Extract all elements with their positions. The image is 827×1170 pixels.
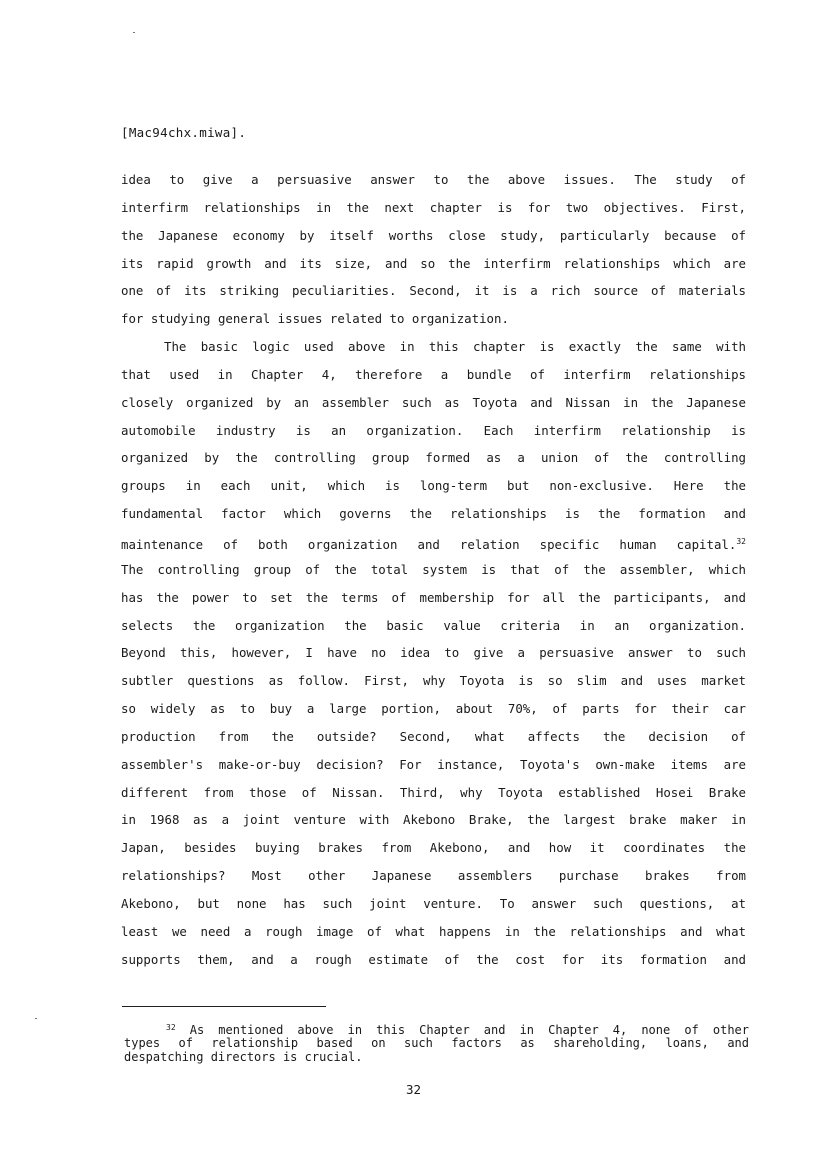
- text-line: assembler's make-or-buy decision? For instance, Toyota's own-make items are: [121, 756, 746, 772]
- text-line: maintenance of both organization and relation specific human capital.: [121, 536, 737, 552]
- footnote-text: As mentioned above in this Chapter and in Chapter 4, none of other: [189, 1023, 749, 1037]
- text-line: subtler questions as follow. First, why Toyota is so slim and uses market: [121, 673, 746, 689]
- text-line: organized by the controlling group formed as a union of the controlling: [121, 450, 746, 466]
- text-line: has the power to set the terms of membership for all the participants, and: [121, 589, 746, 605]
- footnote-line: [124, 1021, 749, 1036]
- text-line: least we need a rough image of what happens in the relationships and what: [121, 923, 746, 939]
- text-line: the Japanese economy by itself worths close study, particularly because of: [121, 227, 746, 243]
- text-line: automobile industry is an organization. Each interfirm relationship is: [121, 422, 746, 438]
- text-line: interfirm relationships in the next chapter is for two objectives. First,: [121, 199, 746, 215]
- scan-speck: [133, 32, 135, 33]
- text-line: for studying general issues related to organization.: [121, 311, 509, 327]
- footnote-line: types of relationship based on such factors as shareholding, loans, and: [124, 1035, 749, 1050]
- text-line: selects the organization the basic value criteria in an organization.: [121, 617, 746, 633]
- footnote: [124, 1021, 749, 1065]
- text-line: The controlling group of the total system is that of the assembler, which: [121, 561, 746, 577]
- text-line: that used in Chapter 4, therefore a bundle of interfirm relationships: [121, 366, 746, 382]
- text-line: fundamental factor which governs the relationships is the formation and: [121, 506, 746, 522]
- text-line: Japan, besides buying brakes from Akebono, and how it coordinates the: [121, 840, 746, 856]
- text-line: different from those of Nissan. Third, why Toyota established Hosei Brake: [121, 784, 746, 800]
- text-line: one of its striking peculiarities. Second, it is a rich source of materials: [121, 283, 746, 299]
- page-number: 32: [405, 1082, 422, 1097]
- text-line: The basic logic used above in this chapter is exactly the same with: [164, 339, 746, 355]
- text-line: in 1968 as a joint venture with Akebono Brake, the largest brake maker in: [121, 812, 746, 828]
- text-line: closely organized by an assembler such as Toyota and Nissan in the Japanese: [121, 394, 746, 410]
- text-line: relationships? Most other Japanese assemblers purchase brakes from: [121, 868, 746, 884]
- footnote-reference[interactable]: 32: [736, 536, 746, 546]
- footnote-line: despatching directors is crucial.: [124, 1050, 363, 1064]
- text-line-with-footnote: [121, 528, 746, 556]
- text-line: Akebono, but none has such joint venture. To answer such questions, at: [121, 895, 746, 911]
- text-line: Beyond this, however, I have no idea to give a persuasive answer to such: [121, 645, 746, 661]
- text-line: production from the outside? Second, what affects the decision of: [121, 728, 746, 744]
- text-line: so widely as to buy a large portion, about 70%, of parts for their car: [121, 701, 746, 717]
- body-text: [121, 166, 746, 973]
- footnote-marker: 32: [166, 1023, 176, 1032]
- text-line: its rapid growth and its size, and so the interfirm relationships which are: [121, 255, 746, 271]
- text-line: supports them, and a rough estimate of the cost for its formation and: [121, 951, 746, 967]
- file-identifier: [Mac94chx.miwa].: [121, 125, 247, 140]
- footnote-divider: [122, 1006, 326, 1007]
- scan-speck: [35, 1018, 37, 1019]
- text-line: idea to give a persuasive answer to the above issues. The study of: [121, 172, 746, 187]
- text-line: groups in each unit, which is long-term but non-exclusive. Here the: [121, 478, 746, 494]
